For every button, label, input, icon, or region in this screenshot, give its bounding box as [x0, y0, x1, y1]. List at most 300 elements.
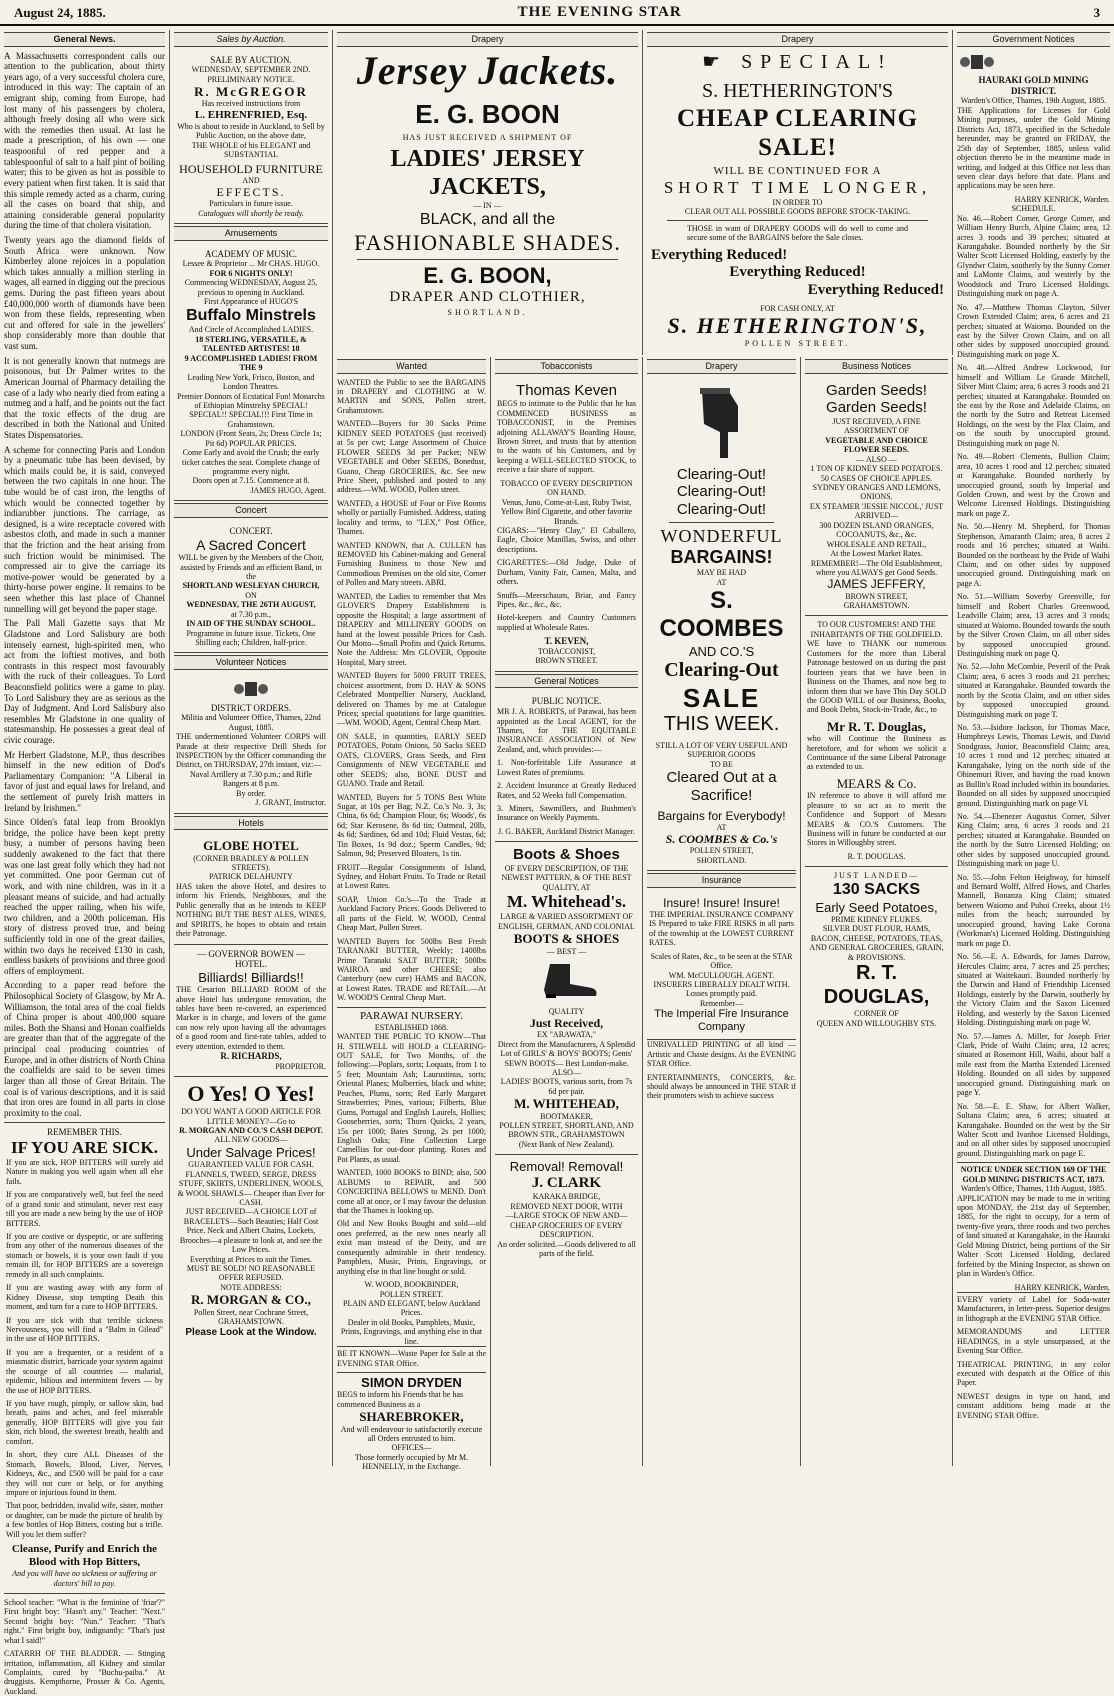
wanted-ad: FRUIT—Regular Consignments of Island, Sydney, and Hobart Fruits. To Trade or Retail at Lowest Rates. [337, 862, 486, 891]
ad-line: OF EVERY DESCRIPTION, OF THE NEWEST PATTERN, & OF THE BEST QUALITY, AT [501, 864, 632, 892]
ad-line: Premier Donnors of Ecstatical Fun! Monarchs of Ethiopian Minstrelsy SPECIAL! SPECIAL!! SPECIAL!!! First Time in Grahamstown. [177, 391, 325, 429]
schedule-entry: No. 52.—John McCombie, Peveril of the Peak Claim; area, 6 acres 3 roods and 21 perches; situated at Karangahake. Bounded towards the north by the Scotia Claim, and on other sides by supposed unoccupied ground. Distinguishing mark on page T. [957, 662, 1110, 719]
section-heading: General News. [4, 32, 165, 47]
ad-title: Buffalo Minstrels [186, 306, 316, 324]
ad-line: EX STEAMER 'JESSIE NICCOL,' JUST ARRIVED— [809, 501, 944, 521]
ad-line: Dealer in old Books, Pamphlets, Music, Prints, Engravings, and anything else in that line. [340, 1317, 483, 1346]
ad-signature: T. KEVEN, [544, 636, 589, 647]
section-heading: General Notices [495, 674, 638, 689]
ad-line: Doors open at 7.15. Commence at 8. [192, 476, 310, 486]
ad-heading: SALE BY AUCTION. [210, 54, 292, 65]
ad-slogan: Everything Reduced! [729, 264, 866, 281]
wanted-ad: WANTED, 1000 BOOKS to BIND; also, 500 ALBUMS to REPAIR, and 500 CONCERTINA BELLOWS to MEND. Don't come all at once, or I may favour the delusion that the Thames is looking up. [337, 1168, 486, 1216]
ad-line: FOR 6 NIGHTS ONLY! [209, 268, 293, 278]
ad-title: Early Seed Potatoes, [815, 899, 938, 915]
ad-line: Snuffs—Meerschaum, Briar, and Fancy Pipes, &c., &c., &c. [497, 590, 636, 610]
printing-notice: THEATRICAL PRINTING, in any color executed with despatch at the Office of this Paper. [957, 1359, 1110, 1388]
ad-heading: J. CLARK [531, 1174, 602, 1191]
boon-ad [337, 47, 638, 318]
ad-line: DO YOU WANT A GOOD ARTICLE FOR LITTLE MONEY?—Go to [181, 1107, 321, 1126]
ad-title: IF YOU ARE SICK. [10, 1137, 159, 1157]
ad-line: THE WHOLE of his ELEGANT and SUBSTANTIAL [191, 140, 311, 160]
hetherington-ad [647, 51, 948, 349]
ad-title: PARAWAI NURSERY. [337, 1007, 486, 1023]
ad-line: CORNER OF [854, 1009, 899, 1019]
wanted-ad: ON SALE, in quantities, EARLY SEED POTATOES, Potato Onions, 50 Sacks SEED OATS, CLOVERS, Grass Seeds, and First Consignments of NEW VEGETABLE and other SEEDS; also, BONE DUST and GUANO. Trade and Retail. [337, 731, 486, 789]
ad-line: BOOTMAKER, [540, 1111, 593, 1121]
ad-line: VEGETABLE AND CHOICE FLOWER SEEDS. [825, 435, 928, 455]
schedule-entry: No. 49.—Robert Clements, Bullion Claim; area, 10 acres 1 rood and 12 perches; situated at Karangahake. Bounded northerly by unoccupied ground, south by Imperial and Golden Crown, and west by the Crown and Welcome Licensed Holdings. Distinguishing mark on page Z. [957, 452, 1110, 518]
wanted-ad: WANTED, the Ladies to remember that Mrs GLOVER'S Drapery Establishment is opposite the Hospital; a large assortment of DRAPERY and MILLINERY GOODS on hand at the lowest possible Prices for Cash. Our Motto—Small Profits and Quick Returns. Note the Address: Mrs GLOVER, Opposite Hospital, Mary street. [337, 591, 486, 667]
section-heading: Concert [174, 503, 328, 518]
column-business-notices [801, 357, 953, 1466]
ad-line: ON [245, 590, 257, 600]
ad-line: 18 STERLING, VERSATILE, & TALENTED ARTISTES! 18 [195, 334, 307, 354]
ad-line: TO BE [710, 759, 733, 769]
ad-signature: JAMES HUGO, Agent. [250, 485, 326, 495]
ad-line: WE have to THANK our numerous Customers for the more than Liberal Patronage bestowed on us during the past fourteen years that we have been in Business on the Thames, and now beg to inform them that we have This Day SOLD the GOOD WILL of our Business, Books, and Book Debts, Stock-in-Trade, &c., to [807, 639, 946, 715]
notice-line: Warden's Office, Thames, 19th August, 1885. [960, 96, 1107, 106]
ad-line: OFFICES— [391, 1443, 432, 1453]
ad-title: Insure! Insure! Insure! [663, 895, 780, 910]
ad-line: Direct from the Manufacturers, A Splendid Lot of GIRLS' & BOYS' BOOTS; Gents' SEWN BOOTS— Best London-make. [497, 1039, 636, 1068]
ad-line: IN reference to above it will afford me pleasure to so act as to merit the Confidence and Support of Messrs MEARS & CO.'S Customers. The Business will in future be conducted at our Stores in Willoughby street. [807, 791, 946, 848]
ad-line: HAS taken the above Hotel, and desires to inform his Friends, Neighbours, and the Public generally that as he intends to KEEP NOTHING BUT THE BEST ALES, WINES, and SPIRITS, he hopes to obtain and retain their Patronage. [176, 881, 326, 939]
news-paragraph: Mr Herbert Gladstone, M.P., thus describes himself in the new edition of Dod's Parliamentary Companion: "A Liberal in favor of just and equal laws for Ireland, and the settlement of purely Irish matters in Ireland by Irishmen." [4, 749, 165, 813]
ad-paragraph: That poor, bedridden, invalid wife, sister, mother or daughter, can be made the picture of health by a few bottles of Hop Bitters, costing but a trifle. Will you let them suffer? [6, 1501, 163, 1539]
ad-line: FOR CASH ONLY, AT [760, 303, 835, 313]
ad-line: JUST LANDED— [834, 871, 919, 881]
ad-paragraph: If you are sick with that terrible sickness Nervousness, you will find a "Balm in Gilead" in the use of HOP BITTERS. [6, 1315, 163, 1344]
ad-slogan-sub: And you will have no sickness or suffering or doctors' bill to pay. [12, 1569, 157, 1588]
insurance-ad [647, 892, 796, 1040]
ad-heading: — GOVERNOR BOWEN — [197, 948, 305, 959]
ad-line: And will endeavour to satisfactorily execute all Orders entrusted to him. [340, 1424, 483, 1443]
ad-heading: E. G. BOON [415, 98, 560, 129]
ad-line: BROWN STREET, [845, 591, 908, 601]
ad-line: EX "ARAWATA," [536, 1030, 597, 1040]
ad-paragraph: If you are sick, HOP BITTERS will surely aid Nature in making you well again when all else fails. [6, 1157, 163, 1186]
schedule-entry: No. 53.—Isidore Jackson, for Thomas Mace, Humphreys Lewis, Thomas Lewis, and David Snodgrass, Junior, Beaconsfield Claim; area, 10 acres 1 rood and 12 perches; situated at Karangahake, lying on the north side of the Ohinemuri River, and having the road known as Bullin's Road included within its boundaries. Bounded on all sides by supposed unoccupied ground. Distinguishing mark on page VI. [957, 723, 1110, 808]
mears-ad [805, 616, 948, 867]
ad-title: Jersey Jackets. [356, 47, 619, 93]
column-drapery-hetherington [643, 30, 953, 355]
ad-line: Everything at Prices to suit the Times. [190, 1254, 312, 1264]
ad-line: WHOLESALE AND RETAIL, [826, 539, 927, 549]
ad-heading: S. HETHERINGTON'S [701, 80, 893, 103]
ad-signature: WM. McCULLOUGH. AGENT. [668, 970, 775, 980]
ad-line: BROWN STREET. [535, 656, 598, 666]
coombes-ad [647, 378, 796, 872]
schedule-entry: No. 51.—William Soverby Greenville, for himself and Robert Charles Greenwood, Leadville Claim; area, 13 acres and 3 roods; situated at Waiomo. Bounded towards the south by the Silver Crown Claim, on all other sides by supposed unoccupied ground. Distinguishing mark on page Q. [957, 592, 1110, 658]
ad-list-item: 2. Accident Insurance at Greatly Reduced Rates, and 52 Weeks full Compensation. [497, 781, 636, 800]
ad-line: WEDNESDAY, THE 26TH AUGUST, [186, 600, 316, 610]
notice-signature: HARRY KENRICK, Warden. [1014, 194, 1110, 204]
ad-line: (Next Bank of New Zealand). [518, 1139, 615, 1149]
column-government-notices [953, 30, 1114, 1466]
ad-slogan: Clearing-Out! [676, 465, 767, 483]
ad-line: ESTABLISHED 1868. [374, 1022, 449, 1032]
section-heading: Tobacconists [495, 359, 638, 374]
ad-heading: CONCERT. [229, 525, 273, 536]
column-general-news [0, 30, 170, 1696]
ad-line: AT [716, 577, 727, 587]
ad-slogan: Cleanse, Purify and Enrich the Blood with Hop Bitters, [11, 1543, 158, 1569]
ad-line: 300 DOZEN ISLAND ORANGES, COCOANUTS, &c., &c. [819, 520, 934, 540]
printing-notice: NEWEST designs in type on hand, and constant additions being made at the EVENING STAR Office. [957, 1391, 1110, 1420]
boot-icon [532, 960, 602, 1000]
keven-ad [495, 378, 638, 672]
ad-line: IS Prepared to take FIRE RISKS in all parts of the township at the LOWEST CURRENT RATES. [649, 919, 794, 948]
bowen-hotel-ad [174, 945, 328, 1078]
ad-title: Thomas Keven [516, 381, 617, 399]
section-heading: Insurance [647, 873, 796, 888]
ad-line: SILVER DUST FLOUR, HAMS, BACON, CHEESE, POTATOES, TEAS, [810, 924, 943, 943]
clark-ad [495, 1155, 638, 1263]
ad-signature: MEARS & Co. [836, 775, 917, 791]
ad-line: GUARANTEED VALUE FOR CASH. [188, 1160, 314, 1170]
ad-line: — ALSO — [856, 454, 897, 464]
ad-title: HOUSEHOLD FURNITURE [179, 161, 323, 176]
ad-line: Catalogues will shortly be ready. [198, 208, 304, 218]
ad-line: NOTE ADDRESS: [220, 1282, 282, 1292]
ad-line: PROPRIETOR. [275, 1061, 326, 1071]
ad-title: Clearing-Out [664, 658, 779, 681]
ad-line: DRAPER AND CLOTHIER, [389, 288, 586, 305]
ad-line: R. MORGAN AND CO.'S CASH DEPOT. [179, 1126, 323, 1136]
section-heading: Volunteer Notices [174, 655, 328, 670]
ad-signature: M. WHITEHEAD, [514, 1096, 619, 1112]
ad-line: PATRICK DELAHUNTY [209, 872, 293, 882]
ad-line: TOBACCONIST, [537, 646, 596, 656]
ad-title: CHEAP CLEARING SALE! [676, 104, 919, 162]
ad-line: JUST RECEIVED, A FINE ASSORTMENT OF [832, 416, 921, 436]
printing-notice: ENTERTAINMENTS, CONCERTS, &c. should always be announced in THE STAR if their promoters wish to achieve success [647, 1072, 796, 1101]
ad-title: O Yes! O Yes! [187, 1081, 315, 1107]
section-heading: Drapery [647, 32, 948, 47]
notice-heading: NOTICE UNDER SECTION 169 OF THE GOLD MINING DISTRICTS ACT, 1873. [957, 1162, 1110, 1184]
douglas-ad [805, 867, 948, 1033]
ad-title: Cleared Out at a Sacrifice! [666, 769, 777, 804]
ad-title: SALE [682, 682, 761, 713]
pointing-hand-icon [682, 384, 762, 464]
ad-line: THE Cesarion BILLIARD ROOM of the above Hotel has undergone renovation, the tables have been re-covered, an experienced Marker is in charge, and lovers of the game can now rely upon having all the advantages of a good room and first-rate tables, added to every attention, extended to them. [176, 985, 326, 1051]
ad-line: REMEMBER!—The Old Establishment, where you ALWAYS get Good Seeds. [810, 558, 943, 577]
ad-line: Those formerly occupied by Mr M. HENNELLY, in the Exchange. [354, 1452, 469, 1472]
section-heading: Drapery [647, 359, 796, 374]
ad-title: M. Whitehead's. [506, 892, 627, 912]
printing-notice: EVERY variety of Label for Soda-water Manufacturers, in letter-press. Superior designs in lithograph at the EVENING STAR Office. [957, 1292, 1110, 1323]
ad-heading: E. G. BOON, [423, 262, 552, 288]
ad-line: LONDON (Front Seats, 2s; Dress Circle 1s; Pit 6d) POPULAR PRICES. [180, 429, 322, 448]
ad-title: Mr R. T. Douglas, [827, 718, 926, 734]
ad-line: Has received instructions from [201, 99, 301, 109]
ad-line: STILL A LOT OF VERY USEFUL AND SUPERIOR GOODS [655, 740, 788, 760]
ad-signature: R. RICHARDS, [220, 1051, 282, 1062]
ad-line: CIGARETTES:—Old Judge, Duke of Durham, Vanity Fair, Cameo, Malta, and others. [497, 558, 636, 587]
ad-line: IN ORDER TO [772, 197, 823, 207]
minstrels-ad [174, 245, 328, 502]
section-heading: Hotels [174, 816, 328, 831]
ad-line: BEGS to inform his Friends that he has commenced Business as a [337, 1390, 463, 1409]
ad-heading: S. COOMBES [659, 587, 784, 643]
ad-slogan: Clearing-Out! [676, 500, 767, 518]
ad-line: WILL be given by the Members of the Choir, assisted by Friends and an efficient Band, in the [178, 553, 324, 581]
whitehead-ad [495, 842, 638, 1155]
news-paragraph: A Massachusetts correspondent calls our attention to the publication, about thirty years ago, of a very successful cholera cure, introduced in this way: The captain of an emigrant ship, coming from Europe, had lost many of his passengers by cholera, although freely dosing all who were sick with the remedies then usual. At last he made a prescription, of his own — one teaspoonful of red pepper and a tablespoonful of salt to a half pint of boiling water; this to be given as hot as possible to every patient when first taken. It is said that this simple remedy acted as a charm, curing all the cases on board that ship, and attaining considerable general popularity during the time of that cholera visitation. [4, 50, 165, 231]
ad-signature: R. T. DOUGLAS, [823, 962, 930, 1008]
section-heading: Government Notices [957, 32, 1110, 47]
ad-signature: W. WOOD, BOOKBINDER, [364, 1280, 459, 1290]
ad-line: AT [716, 822, 727, 832]
ad-title: SIMON DRYDEN [337, 1372, 486, 1390]
ad-line: Naval Artillery at 7.30 p.m.; and Rifle Rangers at 8 p.m. [190, 769, 312, 789]
notice-signature: HARRY KENRICK, Warden. [1014, 1282, 1110, 1292]
ad-heading: SHORT TIME LONGER, [663, 177, 932, 197]
ad-paragraph: If you are comparatively well, but feel the need of a grand tonic and stimulant, never rest easy till you are made a new being by the use of HOP BITTERS. [6, 1190, 163, 1228]
ad-line: Leading New York, Frisco, Boston, and London Theatres. [187, 372, 315, 392]
schedule-entry: No. 48.—Alfred Andrew Lockwood, for himself and William Le Grande Mitchell, Silver Mint Claim; area, 6 acres 3 roods and 21 perches; situated at Karangahake. Bounded on the east by the Rose and Adelaide Claims, on the north by the Sutro and Retreat Licensed Holdings, on the west by the Flax Claim, and on the south by unoccupied ground. Distinguishing mark on page N. [957, 363, 1110, 448]
section-heading: Sales by Auction. [174, 32, 328, 47]
news-paragraph: Since Olden's fatal leap from Brooklyn bridge, the police have been kept pretty busy, a number of persons having been suddenly awakened to the fact that there was one last great folly which they had not yet committed. One poor German cut of work, and with nine children, was in it a pleasant means of suicide, and had actually reached the upper railing, when his wife, two children, and a 200th policeman. His story of distress proved true, and being sufficiently told in one of the great dailies, within two days he received £130 in cash, endless baskets of provisions and three good offers of employment. [4, 817, 165, 976]
ad-line: LADIES' BOOTS, various sorts, from 7s 6d per pair. [500, 1077, 633, 1096]
ad-signature: S. COOMBES & Co.'s [665, 832, 778, 847]
column-tobacconists [491, 357, 643, 1466]
schedule-entry: No. 55.—John Felton Heighway, for himself and Bernard Wolff, Alfred Hows, and Charles Mannell, Bonanza King Claim; situated between Waiomo and Puhoi Creeks, about 1½ miles from the beach; surrounded by unoccupied ground, having Lake Corona (Workman's) Licensed Holding. Distinguishing mark on page D. [957, 872, 1110, 948]
printing-notice: UNRIVALLED PRINTING of all kind — Artistic and Chaste designs. At the EVENING STAR Office. [647, 1040, 796, 1069]
ad-line: IN AID OF THE SUNDAY SCHOOL. [186, 619, 316, 629]
ad-line: Come Early and avoid the Crush; the early ticket catches the seat. Complete change of programme every night. [182, 448, 320, 477]
wanted-ad: SOAP, Union Co.'s—To the Trade at Auckland Factory Prices. Goods Delivered to all parts of the Field. W. WOOD, Central Cheap Mart, Pollen Street. [337, 894, 486, 933]
ad-paragraph: If you are costive or dyspeptic, or are suffering from any other of the numerous diseases of the stomach or bowels, it is your own fault if you remain ill, for HOP BITTERS are a sovereign remedy in all such complaints. [6, 1232, 163, 1279]
ad-line: GRAHAMSTOWN. [843, 601, 910, 611]
ad-heading: HOTEL. [235, 959, 267, 970]
ad-signature: J. G. BAKER, Auckland District Manager. [498, 826, 635, 836]
wanted-ad: WANTED—Buyers for 30 Sacks Prime KIDNEY SEED POTATOES (just received) at 5s per cwt; Large Assortment of Choice FLOWER SEEDS 3d per Packet; NEW VEGETABLE and Other SEEDS, Bonedust, Guano, Cheap GROCERIES, &c. See new Price Sheet, published and posted to any address.—WM. WOOD, Pollen street. [337, 419, 486, 495]
ad-line: — IN — [473, 201, 502, 211]
auction-ad [174, 51, 328, 225]
page-header [0, 0, 1114, 26]
ad-line: PRIME KIDNEY FLUKES. [830, 914, 923, 924]
ad-line: First Appearance of HUGO'S [203, 297, 299, 307]
crest-icon [231, 680, 271, 698]
ad-heading: REMEMBER THIS. [47, 1127, 122, 1138]
ad-title: Billiards! Billiards!! [198, 969, 304, 985]
ad-title: LADIES' JERSEY JACKETS, [390, 145, 585, 201]
client-name: L. EHRENFRIED, Esq. [194, 108, 308, 121]
ad-line: Scales of Rates, &c., to be seen at the STAR Office. [650, 951, 793, 971]
section-heading: Wanted [337, 359, 486, 374]
section-heading: Business Notices [805, 359, 948, 374]
ad-line: Particulars in future issue. [209, 199, 293, 209]
ad-heading: TO OUR CUSTOMERS! AND THE INHABITANTS OF THE GOLDFIELD. [810, 620, 943, 639]
ad-title: Removal! Removal! [509, 1159, 624, 1175]
schedule-entry: No. 56.—E. A. Edwards, for James Darrow, Hercules Claim; area, 7 acres and 25 perches; situated at Waitekauri. Bounded northerly by the Darwin and Hand of Friendship Licensed Holdings, easterly by the Darwin, southerly by the Victory Claim and the Saxon Licensed Holding, and westerly by the Saxon Licensed Holding. Distinguishing mark on page W. [957, 952, 1110, 1028]
ad-list-item: 3. Miners, Sawmillers, and Bushmen's Insurance on Weekly Payments. [497, 804, 636, 823]
ad-line: MAY BE HAD [696, 568, 747, 578]
hop-bitters-ad [4, 1122, 165, 1594]
notice-heading: SCHEDULE. [1011, 204, 1056, 214]
ad-line: Remember— [699, 998, 744, 1008]
ad-line: THOSE in want of DRAPERY GOODS will do well to come and secure some of the BARGAINS before the Sale closes. [687, 223, 908, 243]
ad-line: SYDNEY ORANGES AND LEMONS, ONIONS. [812, 483, 941, 502]
ad-line: SHORTLAND. [447, 308, 528, 318]
wanted-ad: Old and New Books Bought and sold—old ones preferred, as the new ones nearly all exist man instead of the Deity, and are consequently admirable in their tendency. Pamphlets, Music, Prints, Engravings, or anything else in that line bought or sold. [337, 1219, 486, 1276]
ad-line: Commencing WEDNESDAY, August 25, previous to opening in Auckland. [184, 278, 318, 297]
page-number: 3 [1093, 5, 1100, 20]
ad-line: POLLEN STREET. [379, 1289, 444, 1299]
public-notice-ad [495, 692, 638, 842]
ad-line: at 7.30 p.m., [231, 609, 271, 619]
ad-signature: J. GRANT, Instructor. [255, 798, 326, 808]
wanted-ad: WANTED KNOWN, that A. CULLEN has REMOVED his Cabinet-making and General Furnishing Business to those New and Commodious Premises on the old site, Corner of Pollen and Mary streets. ABRI. [337, 540, 486, 588]
ad-line: PRELIMINARY NOTICE. [207, 74, 295, 84]
ad-line: And Circle of Accomplished LADIES. [188, 325, 314, 335]
ad-line: —LARGE STOCK OF NEW AND— CHEAP GROCERIES OF EVERY DESCRIPTION. [505, 1211, 628, 1240]
schedule-entry: No. 57.—James A. Miller, for Joseph Frier Clark, Pride of Waihi Claim; area, 12 acres; situated at Rosemont Hill, Waihi, about half a mile east from the Martha Extended Licensed Holding. Bounded on all sides by supposed unoccupied ground. Distinguishing mark on page Y. [957, 1031, 1110, 1098]
royal-arms-icon [957, 53, 997, 71]
ad-line: CIGARS:—"Henry Clay," El Caballero, Eagle, Choice Manillas, Swiss, and other descriptions. [497, 525, 636, 554]
ad-title: SHAREBROKER, [359, 1409, 464, 1425]
ad-paragraph: If you have rough, pimply, or sallow skin, bad breath, pains and aches, and feel miserable generally, HOP BITTERS will give you fair skin, rich blood, the sweetest breath, health and comfort. [6, 1399, 163, 1446]
ad-line: BEGS to intimate to the Public that he has COMMENCED BUSINESS as TOBACCONIST, in the Premises adjoining ALLAWAY'S Boarding House, Brown Street, and trusts that by attention to the wants of his Customers, and by keeping a WELL-SELECTED STOCK, to receive a fair share of support. [497, 399, 636, 475]
ad-line: Who is about to reside in Auckland, to Sell by Public Auction, on the above date, [177, 121, 325, 141]
ad-line: (CORNER BRADLEY & POLLEN STREETS). [193, 853, 309, 873]
news-paragraph: CATARRH OF THE BLADDER. — Stinging irritation, inflammation, all Kidney and similar Complaints, cured by "Buchu-paiba." At druggists. Kempthorne, Prosser & Co. Agents, Auckland. [4, 1649, 165, 1696]
ad-title: WONDERFUL [660, 525, 783, 546]
wanted-ad: WANTED, a HOUSE of Four or Five Rooms wholly or partially Furnished. Address, stating locality and terms, to "LEX," Post Office, Thames. [337, 498, 486, 537]
ad-line: MUST BE SOLD! NO REASONABLE OFFER REFUSED. [186, 1264, 316, 1283]
auctioneer-name: R. McGREGOR [194, 84, 308, 100]
ad-title: GLOBE HOTEL [203, 838, 299, 854]
district-orders-ad [174, 674, 328, 814]
ad-line: At the Lowest Market Rates. [830, 549, 923, 559]
ad-slogan: Everything Reduced! [651, 246, 788, 263]
printing-notice: MEMORANDUMS and LETTER HEADINGS, in a style unsurpassed, at the Evening Star Office. [957, 1327, 1110, 1356]
ad-line: An order solicited.—Goods delivered to all parts of the field. [497, 1239, 636, 1258]
ad-line: WILL BE CONTINUED FOR A [713, 164, 882, 177]
ad-line: Hotel-keepers and Country Customers supplied at Wholesale Rates. [497, 613, 636, 632]
schedule-entry: No. 54.—Ebenezer Augustus Corner, Silver King Claim; area, 6 acres 3 roods and 21 perches; situated at Karangahake. Bounded on the north by the Sutro Licensed Holding; on other sides by supposed unoccupied ground. Distinguishing mark on page U. [957, 811, 1110, 869]
wanted-ad: WANTED, Buyers for 5 TONS Best White Sugar, at 10s per Bag; N.Z. Co.'s No. 3, 3s; China, 6s 6d; Champion Flour, 6s; Woods', 6s 6d; Star Kerosene, 8s 6d tin; Oatmeal, 20lb, 4s 6d; Sardines, 6d and 10d; Fluid Vestas, 6d; Tin Boxes, 1s 9d doz.; Sperm Candles, 9d; Salmon, 9d; Preserved Bloaters, 1s tin. [337, 792, 486, 859]
news-paragraph: It is not generally known that nutmegs are poisonous, but Dr Palmer writes to the American Journal of Pharmacy detailing the case of a lady who nearly died from eating a nutmeg and a half, and he points out the fact that the toxic effects of the drug are described in both the National and United States Dispensatories. [4, 355, 165, 440]
ad-line: BLACK, and all the [419, 210, 556, 228]
wanted-ad: WANTED THE PUBLIC TO KNOW—That H. STILWELL will HOLD a CLEARING-OUT SALE, for Two Months, of the following:—Poplars, sorts; Loquats, from 1 to 5 feet; Mountain Ash; Laurustinus, sorts; Oriental Planes; Mulberries, black and white; Peaches, Plums, sorts; Red Early Margaret Strawberries; Pines, various; Filberts, Blue Gums, Portugal and English Laurels, Hollies; Gooseberries, sorts; Thorn Quicks, 2 years, 15s per 1000; Bates Strong, 2s per 1000; English Oaks; Fine Collection Large Camellias for out-door planting. Roses and Pot Plants, as usual. [337, 1032, 486, 1164]
ad-line: FLANNELS, TWEED, SERGE, DRESS STUFF, SKIRTS, UNDERLINEN, WOOLS, & WOOL SHAWLS— Cheaper than Ever for CASH. [177, 1169, 325, 1207]
ad-title [647, 51, 948, 75]
section-heading: Drapery [337, 32, 638, 47]
schedule-entry: No. 50.—Henry M. Shepherd, for Thomas Stephenson, Amaranth Claim; area, 8 acres 2 roods and 16 perches; situated at Waihi. Bounded on the northeast by the Pride of Waihi Claim, and on other sides by supposed unoccupied ground. Distinguishing mark on page A. [957, 522, 1110, 588]
ad-line: 9 ACCOMPLISHED LADIES! FROM THE 9 [184, 353, 318, 373]
ad-line: THE IMPERIAL INSURANCE COMPANY [649, 909, 794, 919]
section-heading: Amusements [174, 226, 328, 241]
masthead: THE EVENING STAR [517, 4, 682, 20]
ad-line: 1 TON OF KIDNEY SEED POTATOES. [810, 464, 943, 474]
wanted-ad: BE IT KNOWN—Waste Paper for Sale at the EVENING STAR Office. [337, 1346, 486, 1368]
news-paragraph: School teacher: "What is the feminine of 'friar'?" First bright boy: "Hasn't any." Teacher: "Next." Second bright boy: "Nun." Teacher: "That's right." First bright boy, indignantly: "That's just what I said!" [4, 1597, 165, 1645]
ad-slogan: Bargains for Everybody! [657, 808, 786, 823]
ad-line: 50 CASES OF CHOICE APPLES. [820, 473, 933, 483]
ad-title: BOOTS & SHOES [513, 931, 620, 947]
ad-line: CLEAR OUT ALL POSSIBLE GOODS BEFORE STOCK-TAKING. [684, 207, 911, 217]
column-drapery-coombes [643, 357, 801, 1466]
notice-paragraph: THE Applications for Licenses for Gold Mining purposes, under the Gold Mining Districts Act, 1873, specified in the Schedule hereunder, may be granted on FRIDAY, the 25th day of September, 1885, unless valid objection thereto be in the meantime made in writing, and lodged at this Office not less than seven clear days before that date. Plans and applications may be seen here. [957, 105, 1110, 191]
morgan-ad [174, 1077, 328, 1343]
ad-signature: R. T. DOUGLAS. [847, 851, 906, 861]
ad-line: Venus, Juno, Come-at-Last, Ruby Twist, Yellow Bird Cigarette, and other favorite Brands. [500, 497, 633, 526]
ad-signature: R. MORGAN & CO., [191, 1292, 311, 1308]
ad-line: Programme in future issue. Tickets, One Shilling each; Children, half-price. [186, 628, 316, 648]
ad-line: who will Continue the Business as heretofore, and for whom we solicit a Continuance of the same Liberal Patronage as extended to us. [807, 734, 946, 772]
ad-line: THE undermentioned Volunteer CORPS will Parade at their respective Drill Sheds for INSPECTION by the Officer commanding the District, on THURSDAY, 27th instant, viz:— [176, 732, 326, 770]
ad-signature: JAMES JEFFERY, [827, 577, 926, 592]
concert-ad [174, 522, 328, 654]
ad-paragraph: In short, they cure ALL Diseases of the Stomach, Bowels, Blood, Liver, Nerves, Kidneys, &c., and £500 will be paid for a case they will not cure or help, or for anything impure or injurious found in them. [6, 1450, 163, 1497]
ad-title: EFFECTS. [216, 185, 286, 200]
ad-line: AND CO.'S [688, 643, 755, 659]
ad-heading: DISTRICT ORDERS. [210, 702, 292, 713]
ad-line: QUEEN AND WILLOUGHBY STS. [816, 1018, 937, 1028]
ad-line: ALSO— [552, 1067, 581, 1077]
ad-slogan: Clearing-Out! [676, 483, 767, 501]
ad-title: THIS WEEK. [663, 713, 780, 736]
news-paragraph: According to a paper read before the Philosophical Society of Glasgow, by Mr A. Williamson, the total area of the coal fields of China proper is about 400,000 square miles. Both the Shansi and Honan coalfields are greater than that of the aggregate of the principal coal producing countries of Europe, and in other districts of North China the coalfields are said to be seven times larger than all those of Great Britain. The coal is of various descriptions, and it is said that iron ores are found in all parts in close proximity to the coal. [4, 980, 165, 1118]
ad-line: INSURERS LIBERALLY DEALT WITH. Losses promptly paid. [653, 979, 790, 999]
ad-line: — BEST — [546, 946, 587, 956]
ad-title: Under Salvage Prices! [186, 1144, 316, 1160]
ad-line: By order. [236, 788, 266, 798]
ad-line: POLLEN STREET. [744, 339, 851, 349]
schedule-entry: No. 47.—Matthew Thomas Clayton, Silver Crown Extended Claim; area, 6 acres and 21 perches; situated at Waiomo. Bounded on the east by the Silver Crown Claim, and on all other sides by supposed unoccupied ground. Distinguishing mark on page X. [957, 302, 1110, 359]
ad-slogan: Everything Reduced! [807, 281, 944, 298]
ad-line: TOBACCO OF EVERY DESCRIPTION ON HAND. [500, 478, 633, 498]
issue-date: August 24, 1885. [14, 5, 106, 20]
ad-line: KARAKA BRIDGE, [532, 1192, 601, 1202]
ad-line: QUALITY [548, 1006, 585, 1016]
ad-line: The Imperial Fire Insurance Company [654, 1008, 789, 1034]
ad-line: HAS JUST RECEIVED A SHIPMENT OF [402, 133, 573, 143]
ad-line: JUST RECEIVED—A CHOICE LOT of BRACELETS—Such Beauties; Half Cost Price. Neck and Albert Chains, Lockets, Brooches—a pleasure to look at, and see the Low Prices. [179, 1207, 323, 1255]
column-auctions [170, 30, 333, 1466]
ad-title: A Sacred Concert [196, 536, 306, 553]
ad-title: Boots & Shoes [513, 846, 620, 864]
ad-title: Just Received, [529, 1016, 604, 1031]
ad-date: WEDNESDAY, SEPTEMBER 2ND. [191, 65, 311, 75]
schedule-entry: No. 58.—E. E. Shaw, for Albert Walker, Sultana Claim; area, 6 acres; situated at Karangahake. Bounded on the west by the Sir Walter Scott and Ivanhoe Licensed Holdings, and on all other sides by supposed unoccupied ground. Distinguishing mark on page E. [957, 1101, 1110, 1158]
ad-title: FASHIONABLE SHADES. [354, 229, 621, 255]
ad-line: POLLEN STREET, SHORTLAND, AND BROWN STR., GRAHAMSTOWN [499, 1121, 634, 1140]
wanted-ad: WANTED Buyers for 500lbs Best Fresh TARANAKI BUTTER, Weekly; 1400lbs Prime Taranaki SALT BUTTER; 500lbs WAIROA and other CHEESE; also Canterbury (new cure) HAMS and BACON, at Lowest Rates. TRADE and RETAIL.—At W. WOOD'S Central Cheap Mart. [337, 936, 486, 1003]
schedule-entry: No. 46.—Robert Comer, George Comer, and William Henry Burch, Alpine Claim; area, 12 acres 3 roods and 39 perches; situated at Karangahake. Bounded northerly by the Sir Walter Scott Licensed Holding, easterly by the Glyndwr Claim, southerly by the Sunny Corner and LaMonte Claims, and westerly by the Woodstock and Truro Licensed Holdings. Distinguishing mark on page A. [957, 213, 1110, 299]
jeffery-ad [805, 378, 948, 617]
ad-line: Lessee & Proprietor ... Mr CHAS. HUGO. [182, 259, 320, 269]
ad-paragraph: If you are wasting away with any form of Kidney Disease, stop tempting Death this moment, and turn for a cure to HOP BITTERS. [6, 1283, 163, 1312]
ad-line: POLLEN STREET, [689, 846, 754, 856]
ad-heading: PUBLIC NOTICE. [531, 696, 602, 707]
ad-line: PLAIN AND ELEGANT, below Auckland Prices. [343, 1298, 480, 1318]
globe-hotel-ad [174, 834, 328, 944]
ad-title: Garden Seeds! [826, 399, 927, 417]
ad-line: REMOVED NEXT DOOR, WITH [510, 1201, 623, 1211]
wanted-ad: WANTED Buyers for 5000 FRUIT TREES, choicest assortment, from D. HAY & SONS Celebrated Montpellier Nursery, Auckland, delivered on Thames by me at Catalogue Prices; special quotations for large quantities.—WM. WOOD, Agent, Central Cheap Mart. [337, 671, 486, 728]
ad-line: ALL NEW GOODS— [214, 1135, 288, 1145]
ad-line: AND [242, 175, 260, 185]
ad-title: Garden Seeds! [826, 381, 927, 399]
column-drapery-boon [333, 30, 643, 355]
column-wanted [333, 357, 491, 1472]
pointing-hand-icon: ☛ [702, 50, 729, 73]
ad-title-text: SPECIAL! [741, 50, 893, 73]
